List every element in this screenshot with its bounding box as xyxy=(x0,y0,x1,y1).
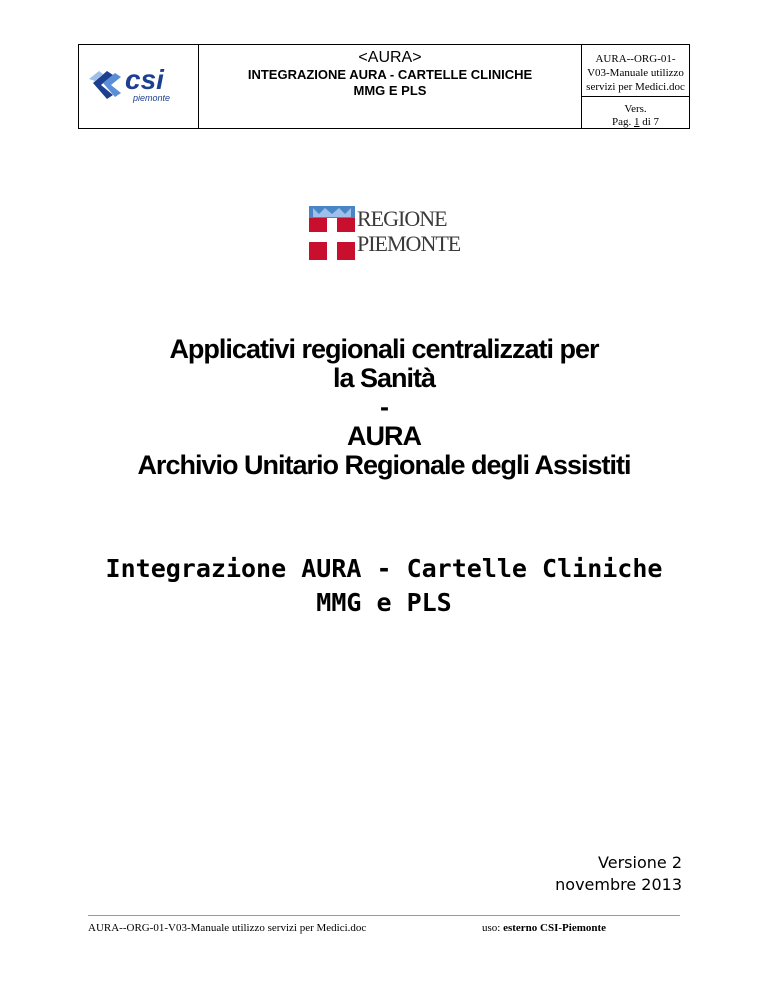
footer-usage xyxy=(482,922,606,934)
footer-usage-label: uso: xyxy=(482,922,501,934)
footer-divider xyxy=(88,915,680,916)
regione-line2: PIEMONTE xyxy=(357,231,461,256)
sub-title xyxy=(0,552,768,620)
footer-usage-value: esterno CSI-Piemonte xyxy=(503,922,607,934)
sub-title-line2: MMG e PLS xyxy=(316,588,452,617)
page-sep: di xyxy=(642,116,651,128)
header-ref-cell xyxy=(582,45,689,128)
page-number xyxy=(582,116,689,129)
version-label: Vers. xyxy=(624,103,647,115)
doc-ref-line2: V03-Manuale utilizzo xyxy=(587,67,684,79)
header-title-sub-line1: INTEGRAZIONE AURA - CARTELLE CLINICHE xyxy=(247,67,533,82)
main-title-line3: - xyxy=(380,392,388,422)
main-title-line1: Applicativi regionali centralizzati per xyxy=(169,334,599,364)
sub-title-line1: Integrazione AURA - Cartelle Cliniche xyxy=(105,554,663,583)
page-total: 7 xyxy=(653,116,660,128)
regione-text xyxy=(357,206,460,256)
version-block xyxy=(555,852,682,896)
header-logo-cell xyxy=(79,45,199,128)
doc-reference xyxy=(582,45,689,97)
doc-ref-line1: AURA--ORG-01- xyxy=(595,53,676,65)
footer-filename: AURA--ORG-01-V03-Manuale utilizzo servizi per Medici.doc xyxy=(88,922,367,934)
version-date: novembre 2013 xyxy=(555,875,682,894)
version-number: Versione 2 xyxy=(598,853,682,872)
header-title-main: <AURA> xyxy=(358,49,422,66)
version-page-cell xyxy=(582,97,689,128)
csi-piemonte-logo xyxy=(85,57,195,107)
page-prefix: Pag. xyxy=(611,116,632,128)
page-current: 1 xyxy=(633,116,640,128)
csi-logo-text: csi xyxy=(125,64,164,95)
main-title-line2: la Sanità xyxy=(332,363,436,393)
doc-ref-line3: servizi per Medici.doc xyxy=(586,81,685,93)
main-title xyxy=(0,335,768,480)
regione-crest-icon xyxy=(309,206,355,260)
header-table xyxy=(78,44,690,129)
csi-swirl-icon xyxy=(89,71,121,99)
header-title-sub-line2: MMG E PLS xyxy=(353,83,427,98)
regione-piemonte-logo xyxy=(309,206,463,260)
main-title-line4: AURA xyxy=(347,421,421,451)
csi-logo-subtext: piemonte xyxy=(133,93,171,103)
regione-line1: REGIONE xyxy=(357,206,447,231)
header-title-cell xyxy=(199,45,582,128)
main-title-line5: Archivio Unitario Regionale degli Assistiti xyxy=(137,450,631,480)
